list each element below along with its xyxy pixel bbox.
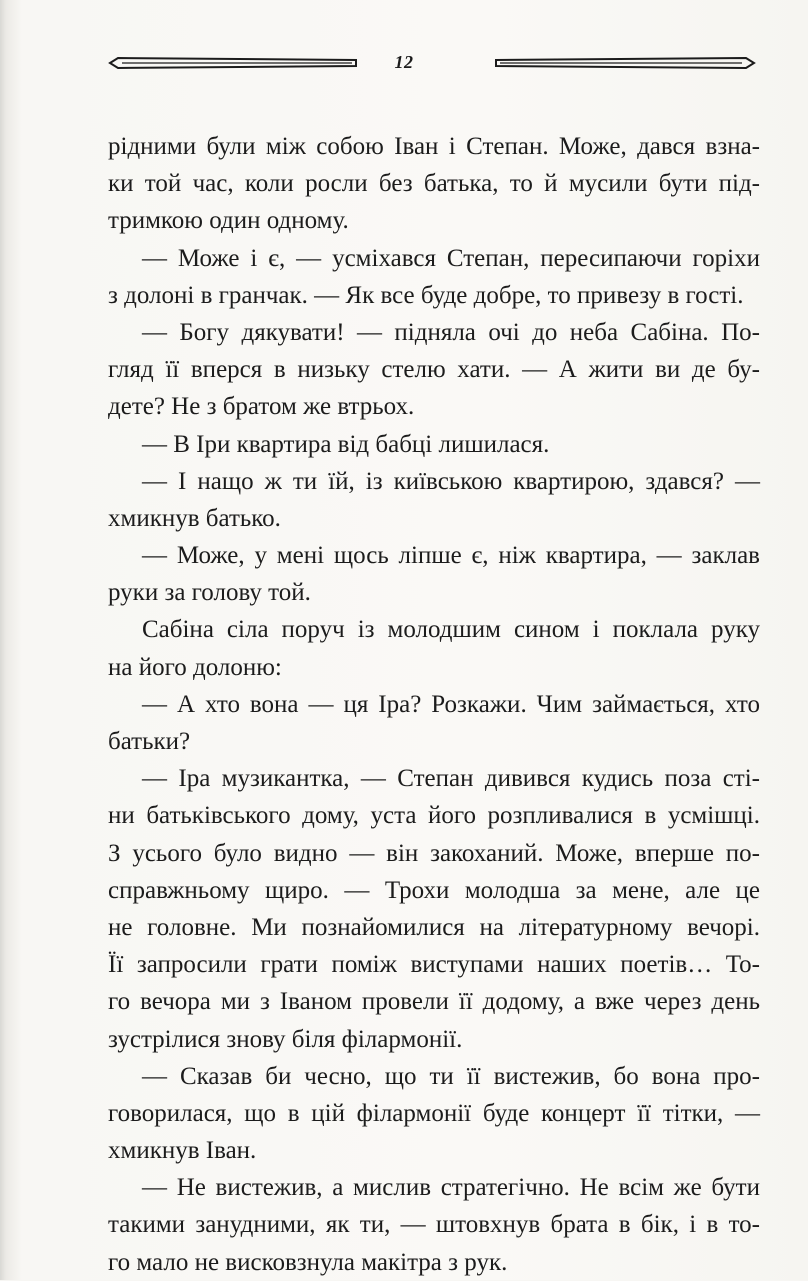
- text-line: батьки?: [108, 728, 191, 755]
- text-line: дете? Не з братом же втрьох.: [108, 393, 415, 421]
- right-ornamental-rule: [494, 56, 756, 70]
- text-line: го мало не висковзнула макітра з рук.: [108, 1248, 508, 1276]
- text-line: такими занудними, як ти, — штовхнув брата в бік, і в то-: [108, 1211, 760, 1239]
- text-line: — А хто вона — ця Іра? Розкажи. Чим займається, хто: [142, 690, 760, 718]
- text-line: — Богу дякувати! — підняла очі до неба Сабіна. По-: [142, 318, 760, 346]
- text-line: говорилася, що в цій філармонії буде концерт її тітки, —: [108, 1099, 760, 1127]
- text-line: тримкою один одному.: [108, 207, 349, 235]
- text-line: Сабіна сіла поруч із молодшим сином і поклала руку: [142, 616, 760, 644]
- text-line: ни батьківського дому, уста його розпливалися в усмішці.: [108, 802, 760, 830]
- text-line: ки той час, коли росли без батька, то й мусили бути під-: [108, 170, 760, 198]
- page-header: [0, 44, 808, 84]
- text-line: — Може і є, — усміхався Степан, пересипаючи горіхи: [142, 244, 760, 272]
- text-line: з долоні в гранчак. — Як все буде добре, то привезу в гості.: [108, 281, 744, 309]
- text-line: — В Іри квартира від бабці лишилася.: [142, 430, 550, 458]
- text-line: Її запросили грати поміж виступами наших поетів… То-: [108, 951, 760, 979]
- text-line: на його долоню:: [108, 653, 282, 681]
- text-line: зустрілися знову біля філармонії.: [108, 1025, 463, 1053]
- text-line: З усього було видно — він закоханий. Може, вперше по-: [108, 839, 760, 867]
- text-line: — І нащо ж ти їй, із київською квартирою, здався? —: [142, 467, 760, 495]
- text-line: хмикнув Іван.: [108, 1137, 257, 1165]
- text-line: справжньому щиро. — Трохи молодша за мене, але це: [108, 876, 760, 904]
- text-line: хмикнув батько.: [108, 504, 281, 532]
- text-line: го вечора ми з Іваном провели її додому, а вже через день: [108, 988, 760, 1016]
- page-number: 12: [394, 52, 414, 72]
- text-line: — Може, у мені щось ліпше є, ніж квартира, — заклав: [142, 542, 760, 570]
- text-line: — Сказав би чесно, що ти її вистежив, бо вона про-: [142, 1062, 760, 1090]
- text-line: — Іра музикантка, — Степан дивився кудись поза сті-: [142, 765, 760, 793]
- text-line: рідними були між собою Іван і Степан. Може, дався взна-: [108, 133, 760, 160]
- text-line: не головне. Ми познайомилися на літературному вечорі.: [108, 913, 760, 941]
- text-line: — Не вистежив, а мислив стратегічно. Не всім же бути: [142, 1174, 760, 1202]
- body-text: [108, 128, 760, 1281]
- text-line: руки за голову той.: [108, 579, 311, 607]
- text-line: гляд її вперся в низьку стелю хати. — А жити ви де бу-: [108, 356, 760, 384]
